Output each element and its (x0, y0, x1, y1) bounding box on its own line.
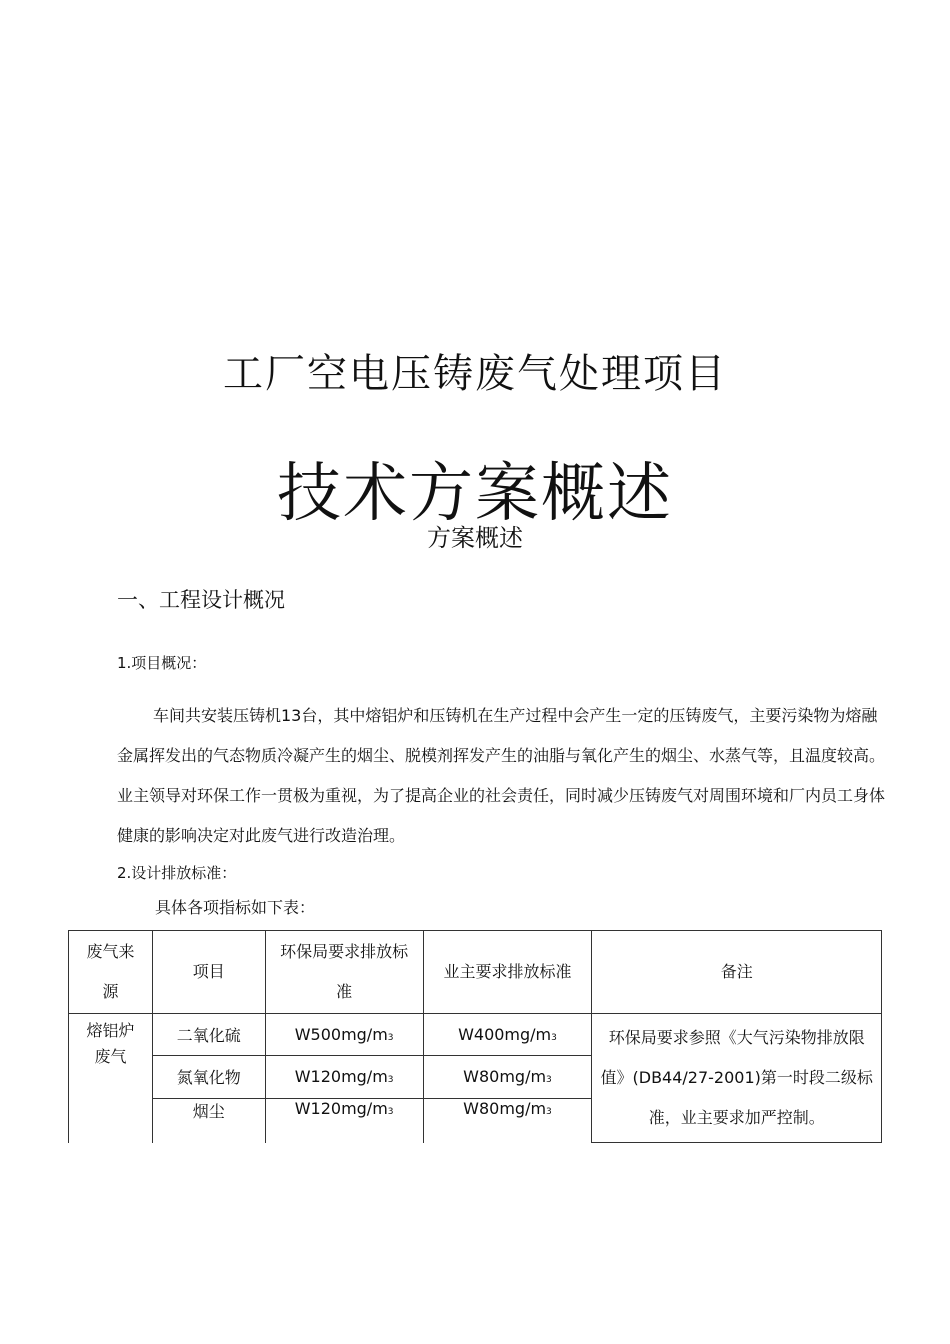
header-cell: 业主要求排放标准 (423, 931, 592, 1014)
table-row (69, 1014, 882, 1056)
overview-text: 车间共安装压铸机13台，其中熔铝炉和压铸机在生产过程中会产生一定的压铸废气，主要污染物为熔融金属挥发出的气态物质冷凝产生的烟尘、脱模剂挥发产生的油脂与氧化产生的烟尘、水蒸气等，且温度较高。业主领导对环保工作一贯极为重视，为了提高企业的社会责任，同时减少压铸废气对周围环境和厂内员工身体健康的影响决定对此废气进行改造治理。 (117, 706, 886, 845)
item-cell: 二氧化硫 (152, 1014, 265, 1056)
header-cell: 备注 (592, 931, 882, 1014)
document-subtitle: 方案概述 (427, 524, 523, 552)
epb-cell: W120mg/m3 (265, 1055, 423, 1099)
owner-cell: W80mg/m3 (423, 1099, 592, 1143)
owner-cell: W80mg/m3 (423, 1055, 592, 1099)
document-main-title: 技术方案概述 (277, 457, 673, 531)
emission-standard-table (68, 930, 882, 1143)
source-cell: 熔铝炉废气 (69, 1014, 153, 1143)
item-cell: 氮氧化物 (152, 1055, 265, 1099)
section-heading: 一、工程设计概况 (117, 588, 285, 612)
table-intro: 具体各项指标如下表： (155, 898, 316, 917)
header-cell: 废气来源 (69, 931, 153, 1014)
item-heading-standard: 2.设计排放标准： (117, 864, 237, 882)
document-title: 工厂空电压铸废气处理项目 (223, 351, 727, 397)
item-heading-overview: 1.项目概况： (117, 654, 207, 672)
table-header-row (69, 931, 882, 1014)
item-cell: 烟尘 (152, 1099, 265, 1143)
epb-cell: W120mg/m3 (265, 1099, 423, 1143)
header-cell: 项目 (152, 931, 265, 1014)
owner-cell: W400mg/m3 (423, 1014, 592, 1056)
epb-cell: W500mg/m3 (265, 1014, 423, 1056)
remark-cell: 环保局要求参照《大气污染物排放限值》(DB44/27-2001)第一时段二级标准，业主要求加严控制。 (592, 1014, 882, 1143)
header-cell: 环保局要求排放标准 (265, 931, 423, 1014)
overview-paragraph (117, 696, 887, 856)
